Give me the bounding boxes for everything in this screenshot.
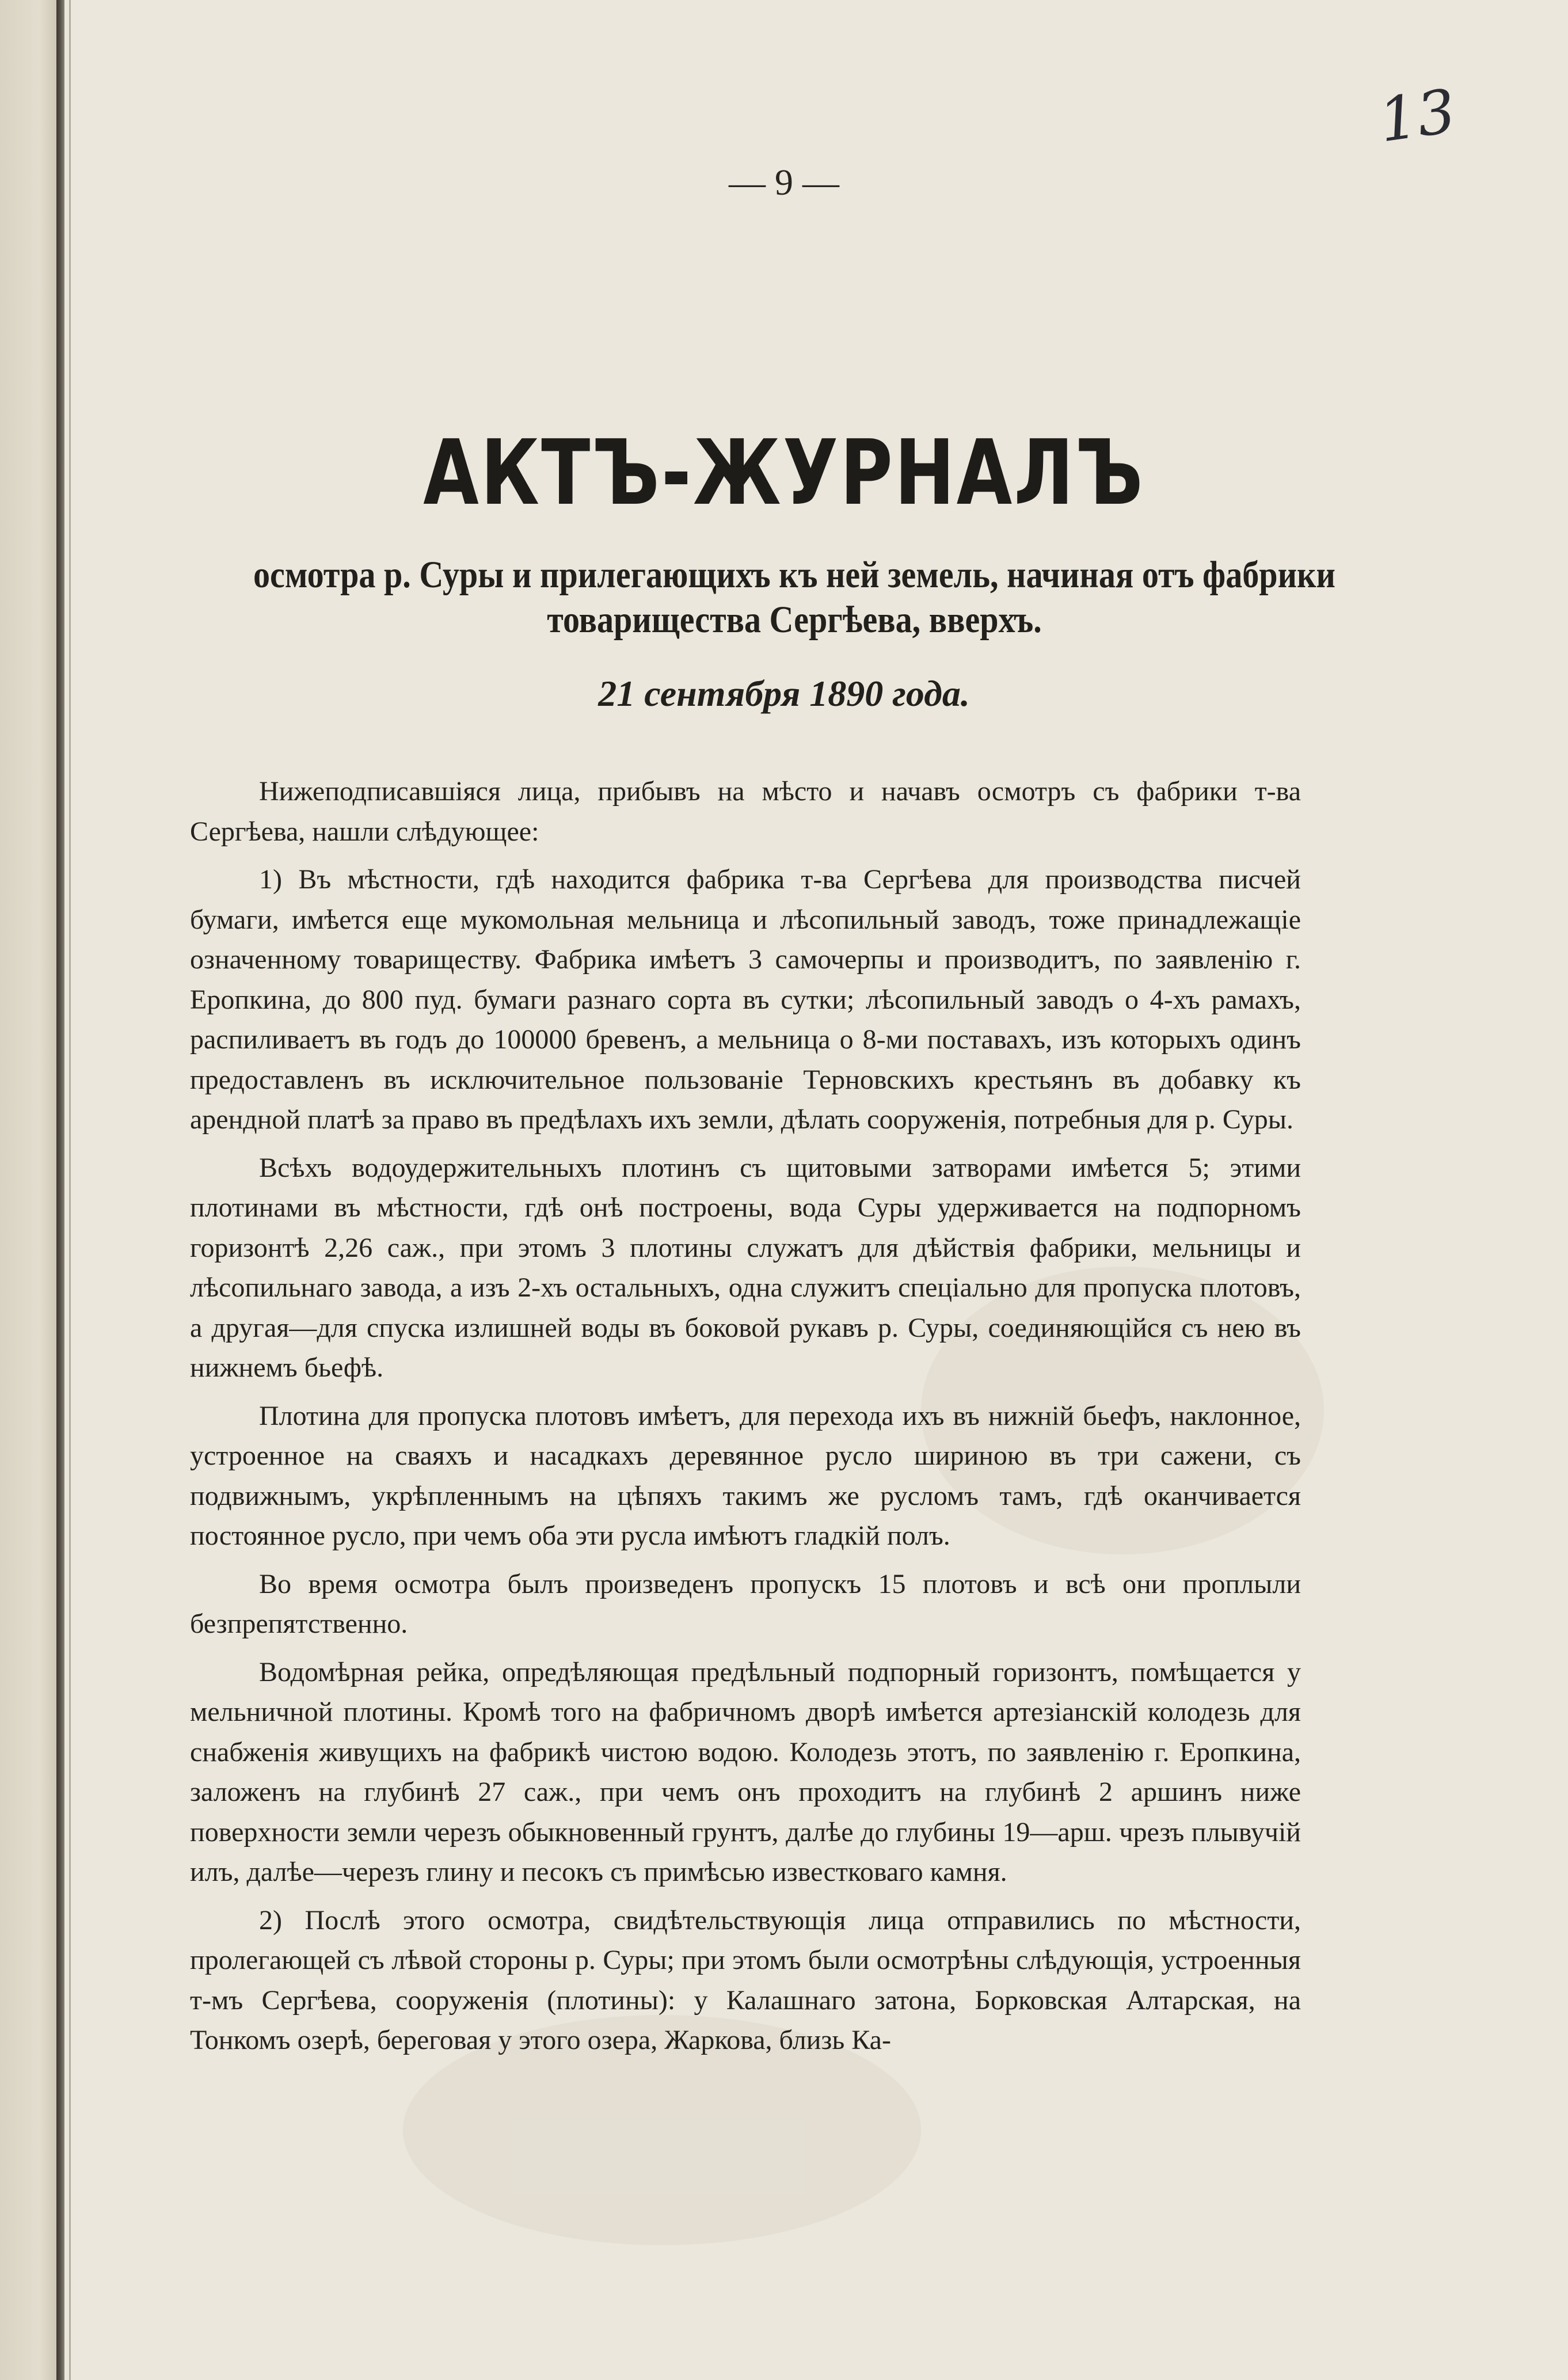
paragraph-2: 2) Послѣ этого осмотра, свидѣтельствующія лица отправились по мѣстности, пролегающей съ лѣвой стороны р. Суры; при этомъ были осмотрѣны слѣдующія, устроенныя т-мъ Сергѣева, сооруженія (плотины): у Калашнаго затона, Борковская Алтарская, на Тонкомъ озерѣ, береговая у этого озера, Жаркова, близь Ка-: [190, 1904, 1301, 2055]
book-binding: [56, 0, 64, 2380]
paragraph-1: 1) Въ мѣстности, гдѣ находится фабрика т-ва Сергѣева для производства писчей бумаги, имѣется еще мукомольная мельница и лѣсопильный заводъ, тоже принадлежащіе означенному товариществу. Фабрика имѣетъ 3 самочерпы и производитъ, по заявленію г. Еропкина, до 800 пуд. бумаги разнаго сорта въ сутки; лѣсопильный заводъ о 4-хъ рамахъ, распиливаетъ въ годъ до 100000 бревенъ, а мельница о 8-ми поставахъ, изъ которыхъ одинъ предоставленъ въ исключительное пользованіе Терновскихъ крестьянъ въ добавку къ арендной платѣ за право въ предѣлахъ ихъ земли, дѣлать сооруженія, потребныя для р. Суры.: [190, 864, 1301, 1135]
handwritten-folio-number: 13: [1374, 75, 1460, 156]
document-subtitle: осмотра р. Суры и прилегающихъ къ ней земель, начиная отъ фабрики товарищества Сергѣева, вверхъ.: [253, 554, 1335, 641]
page-number: — 9 —: [729, 162, 839, 203]
document-date: 21 сентября 1890 года.: [598, 673, 970, 714]
paragraph-intro: Нижеподписавшіяся лица, прибывъ на мѣсто и начавъ осмотръ съ фабрики т-ва Сергѣева, нашли слѣдующее:: [190, 776, 1301, 847]
paragraph-dams: Всѣхъ водоудержительныхъ плотинъ съ щитовыми затворами имѣется 5; этими плотинами въ мѣстности, гдѣ онѣ построены, вода Суры удерживается на подпорномъ горизонтѣ 2,26 саж., при этомъ 3 плотины служатъ для дѣйствія фабрики, мельницы и лѣсопильнаго завода, а изъ 2-хъ остальныхъ, одна служитъ спеціально для пропуска плотовъ, а другая—для спуска излишней воды въ боковой рукавъ р. Суры, соединяющійся съ нею въ нижнемъ бьефѣ.: [190, 1152, 1301, 1383]
document-body: [190, 771, 1301, 2069]
paragraph-raft-passage: Во время осмотра былъ произведенъ пропускъ 15 плотовъ и всѣ они проплыли безпрепятственно.: [190, 1568, 1301, 1639]
document-title: АКТЪ-ЖУРНАЛЪ: [423, 420, 1145, 525]
paragraph-raft-dam: Плотина для пропуска плотовъ имѣетъ, для перехода ихъ въ нижній бьефъ, наклонное, устроенное на сваяхъ и насадкахъ деревянное русло шириною въ три сажени, съ подвижнымъ, укрѣпленнымъ на цѣпяхъ такимъ же русломъ тамъ, гдѣ оканчивается постоянное русло, при чемъ оба эти русла имѣютъ гладкій полъ.: [190, 1400, 1301, 1551]
binding-edge-line: [69, 0, 71, 2380]
facing-page-edge: [0, 0, 56, 2380]
paragraph-gauge-well: Водомѣрная рейка, опредѣляющая предѣльный подпорный горизонтъ, помѣщается у мельничной плотины. Кромѣ того на фабричномъ дворѣ имѣется артезіанскій колодезь для снабженія живущихъ на фабрикѣ чистою водою. Колодезь этотъ, по заявленію г. Еропкина, заложенъ на глубинѣ 27 саж., при чемъ онъ проходитъ на глубинѣ 2 аршинъ ниже поверхности земли черезъ обыкновенный грунтъ, далѣе до глубины 19—арш. чрезъ плывучій илъ, далѣе—черезъ глину и песокъ съ примѣсью известковаго камня.: [190, 1656, 1301, 1887]
